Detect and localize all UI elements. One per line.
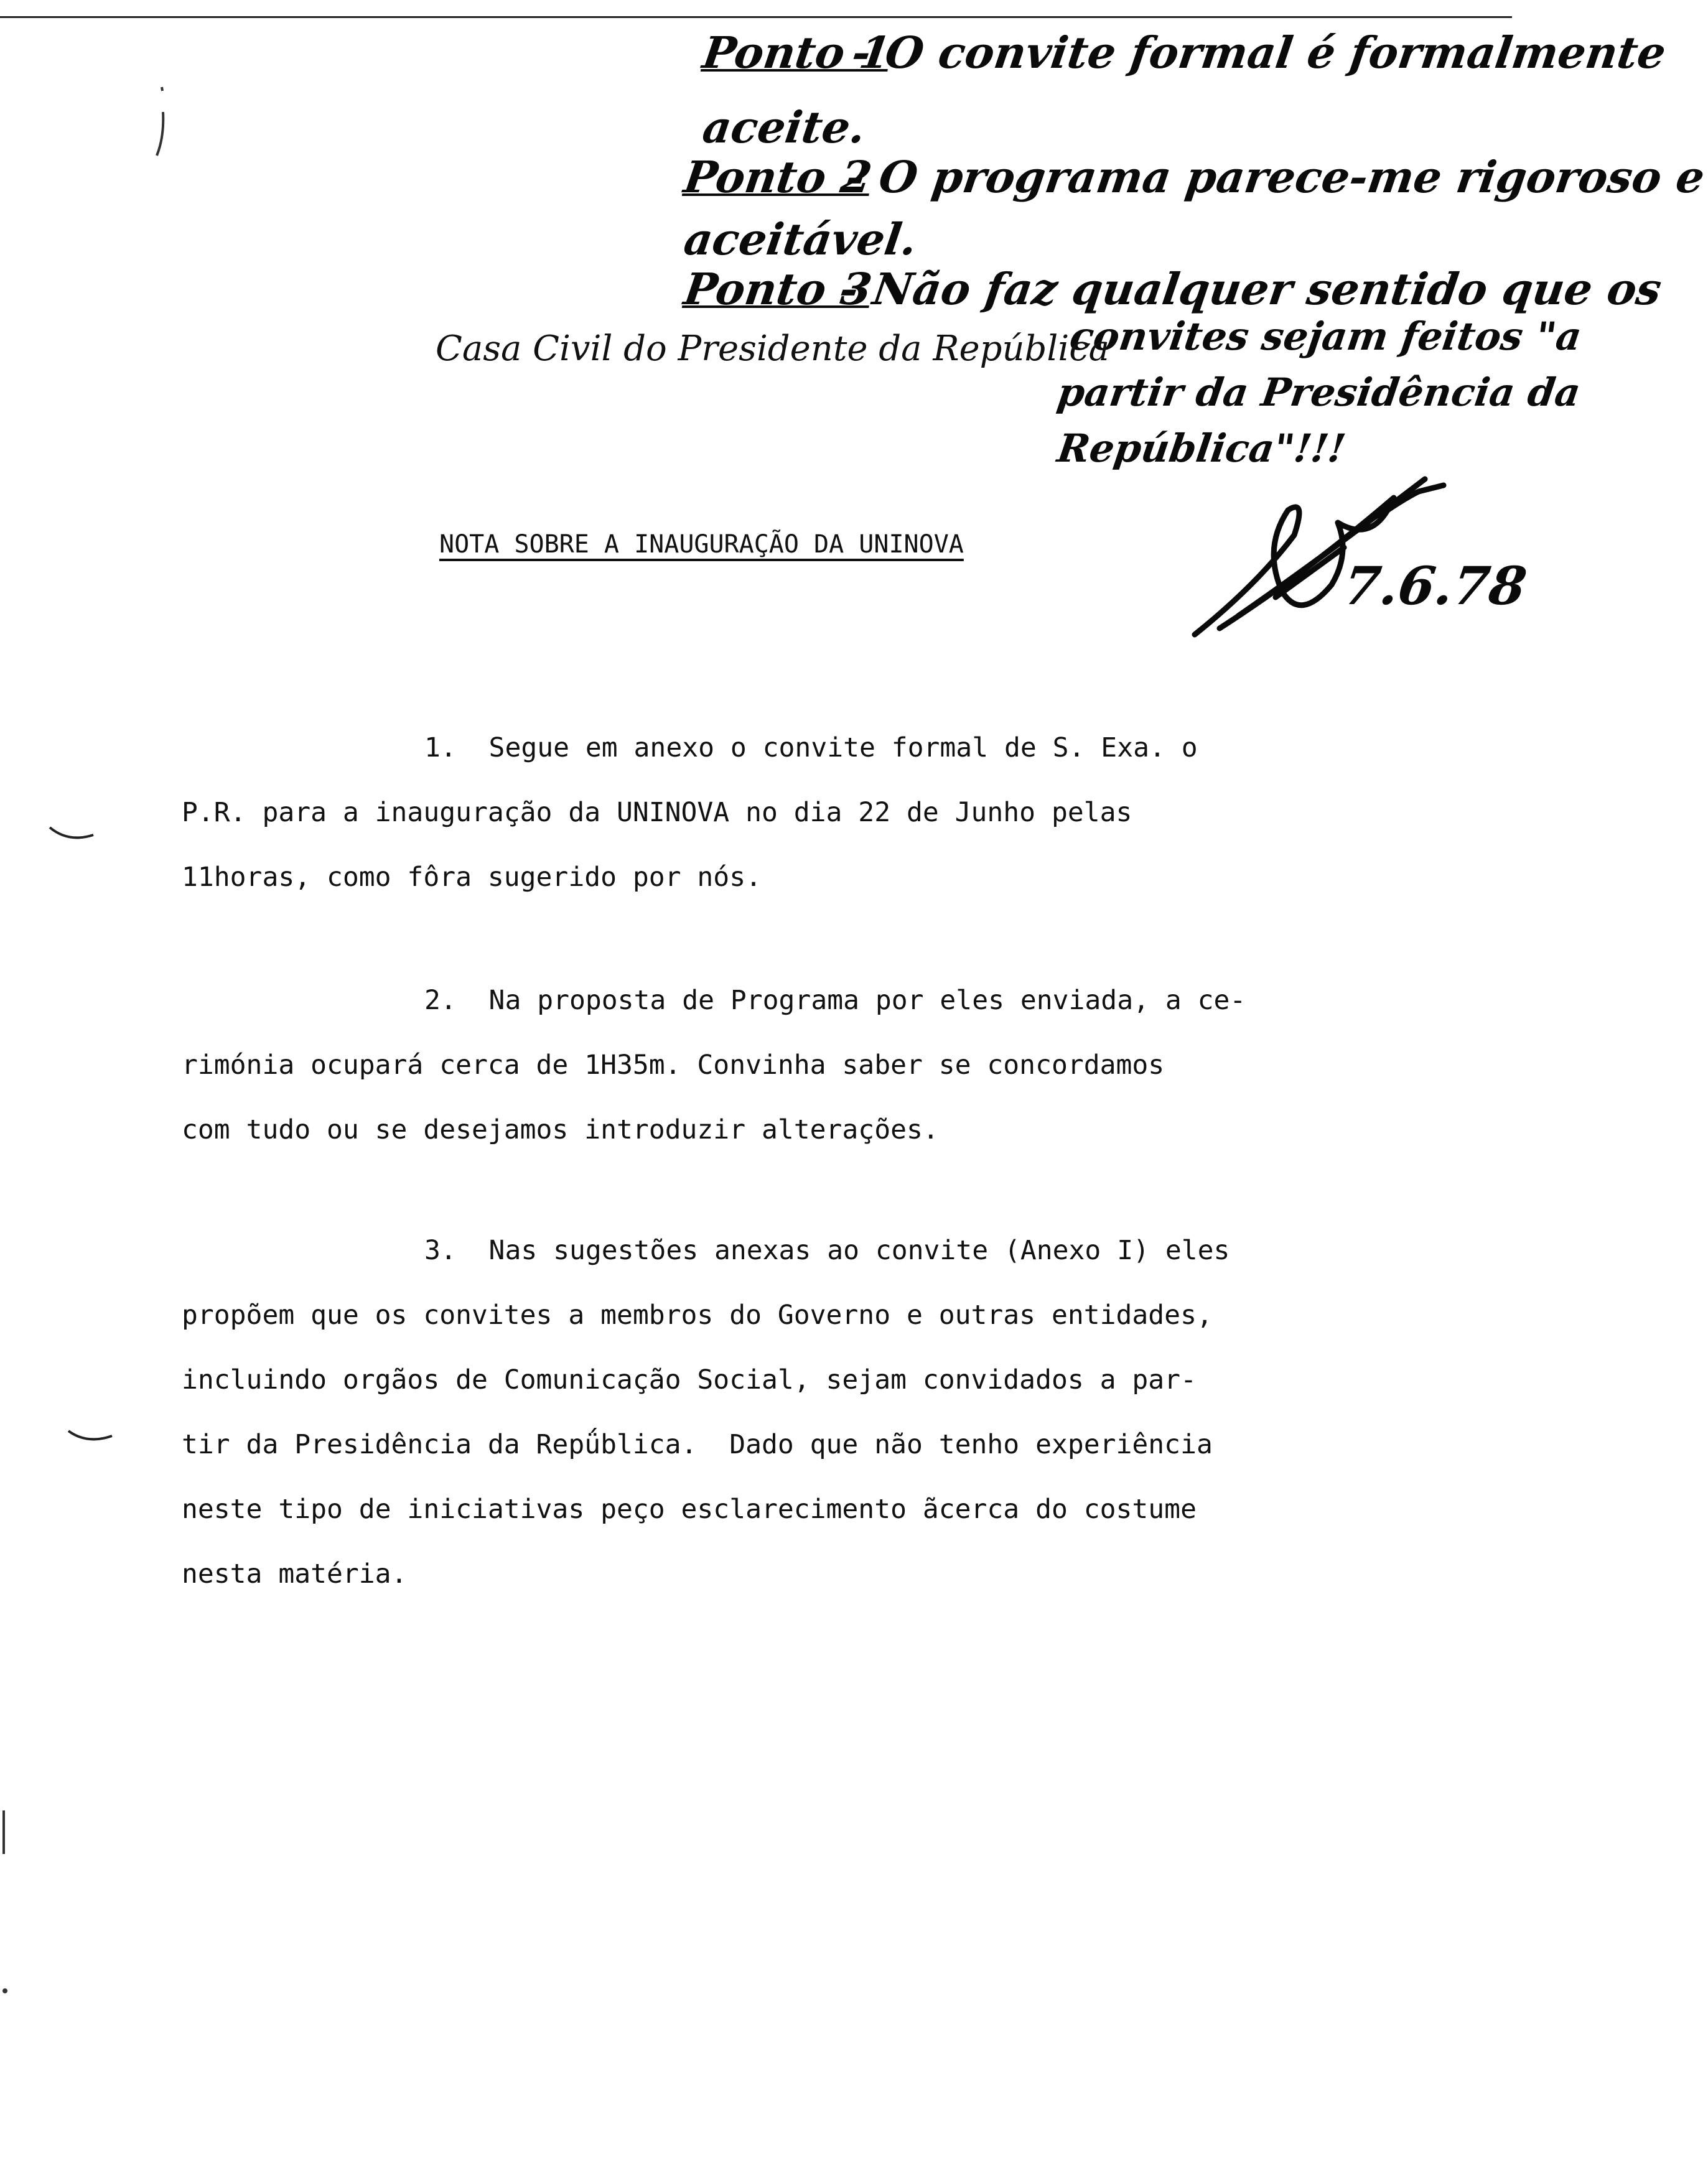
handwritten-note-2b: aceitável. xyxy=(681,213,920,265)
paragraph-line: neste tipo de iniciativas peço esclarecimento ãcerca do costume xyxy=(182,1494,1197,1525)
paragraph-line: rimónia ocupará cerca de 1H35m. Convinha saber se concordamos xyxy=(182,1050,1165,1081)
paragraph-line: 2. Na proposta de Programa por eles enviada, a ce- xyxy=(424,985,1246,1016)
paragraph-line: P.R. para a inauguração da UNINOVA no dia 22 de Junho pelas xyxy=(182,797,1132,828)
margin-mark-lower xyxy=(62,1412,118,1450)
handwritten-note-3c: partir da Presidência da xyxy=(1054,370,1584,415)
paragraph-line: nesta matéria. xyxy=(182,1558,408,1590)
handwritten-note-3a: - Não faz qualquer sentido que os xyxy=(836,263,1665,315)
paragraph-3 xyxy=(182,1218,1389,1606)
handwritten-note-3b: convites sejam feitos "a xyxy=(1066,314,1585,359)
paragraph-2 xyxy=(182,968,1389,1162)
handwritten-label-ponto-1: Ponto 1 xyxy=(699,27,894,78)
letterhead: Casa Civil do Presidente da República xyxy=(436,328,1109,369)
signature xyxy=(1182,460,1493,647)
top-rule xyxy=(0,16,1512,18)
handwritten-note-1a: - O convite formal é formalmente xyxy=(849,27,1669,78)
handwritten-note-3d: República"!!! xyxy=(1054,426,1348,471)
paragraph-line: propõem que os convites a membros do Governo e outras entidades, xyxy=(182,1300,1213,1331)
handwritten-label-ponto-3: Ponto 3 xyxy=(681,263,875,315)
signature-date: 7.6.78 xyxy=(1340,555,1531,617)
paragraph-line: incluindo orgãos de Comunicação Social, sejam convidados a par- xyxy=(182,1364,1197,1395)
paragraph-line: 1. Segue em anexo o convite formal de S. Exa. o xyxy=(424,732,1198,763)
edge-dot xyxy=(0,1985,12,1997)
paragraph-line: com tudo ou se desejamos introduzir alterações. xyxy=(182,1114,939,1145)
margin-mark-upper xyxy=(44,809,100,846)
document-title: NOTA SOBRE A INAUGURAÇÃO DA UNINOVA xyxy=(439,530,964,559)
paragraph-line: tir da Presidência da Repǘblica. Dado que não tenho experiência xyxy=(182,1429,1213,1460)
paragraph-1 xyxy=(182,715,1389,910)
scan-mark-top xyxy=(143,75,180,162)
paragraph-line: 11horas, como fôra sugerido por nós. xyxy=(182,862,762,893)
paragraph-line: 3. Nas sugestões anexas ao convite (Anexo I) eles xyxy=(424,1235,1230,1266)
handwritten-note-1b: aceite. xyxy=(699,101,869,153)
handwritten-label-ponto-2: Ponto 2 xyxy=(681,151,875,203)
handwritten-note-2a: - O programa parece-me rigoroso e xyxy=(842,151,1708,203)
edge-mark xyxy=(0,1804,12,1860)
